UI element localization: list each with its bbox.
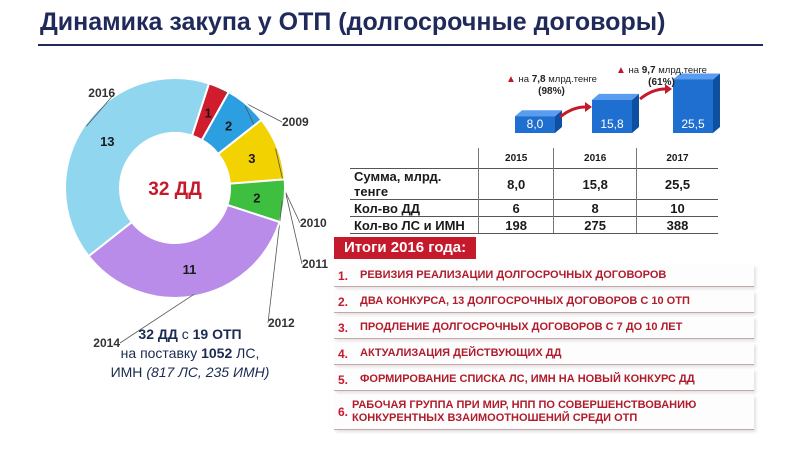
item-text: ПРОДЛЕНИЕ ДОЛГОСРОЧНЫХ ДОГОВОРОВ С 7 ДО 10 ЛЕТ bbox=[360, 321, 683, 333]
growth-2016-value: 7,8 bbox=[531, 74, 546, 85]
stats-table bbox=[350, 148, 718, 234]
bar-top bbox=[592, 94, 639, 100]
summary-ls: ЛС, bbox=[232, 345, 260, 361]
growth-2017-pre: на bbox=[628, 65, 642, 76]
growth-2016-pre: на bbox=[518, 74, 532, 85]
up-triangle-icon: ▲ bbox=[616, 65, 626, 76]
list-item bbox=[334, 317, 754, 339]
results-list bbox=[334, 265, 754, 434]
list-item bbox=[334, 265, 754, 287]
cell-value: 275 bbox=[554, 217, 637, 234]
table-row bbox=[350, 217, 718, 234]
growth-2017-value: 9,7 bbox=[641, 65, 656, 76]
list-item bbox=[334, 343, 754, 365]
summary-breakdown: (817 ЛС, 235 ИМН) bbox=[146, 364, 270, 380]
list-item bbox=[334, 369, 754, 391]
slice-year-label: 2010 bbox=[300, 216, 327, 230]
slice-year-label: 2014 bbox=[93, 336, 120, 350]
item-text: РЕВИЗИЯ РЕАЛИЗАЦИИ ДОЛГОСРОЧНЫХ ДОГОВОРОВ bbox=[360, 269, 667, 281]
results-header: Итоги 2016 года: bbox=[334, 237, 476, 259]
slice-year-label: 2016 bbox=[88, 86, 115, 100]
item-number: 5. bbox=[338, 372, 349, 387]
cell-value: 388 bbox=[637, 217, 719, 234]
slice-value-label: 11 bbox=[182, 262, 197, 278]
growth-2016-unit: млрд.тенге bbox=[545, 74, 597, 85]
summary-with: с bbox=[177, 326, 193, 342]
cell-value: 198 bbox=[479, 217, 554, 234]
item-number: 3. bbox=[338, 320, 349, 335]
growth-arrow bbox=[640, 89, 665, 99]
item-text: РАБОЧАЯ ГРУППА ПРИ МИР, НПП ПО СОВЕРШЕНСТВОВАНИЮ КОНКУРЕНТНЫХ ВЗАИМООТНОШЕНИЙ СРЕДИ ОТП bbox=[351, 399, 697, 424]
growth-2017-pct: (61%) bbox=[648, 77, 675, 88]
slice-year-label: 2009 bbox=[282, 115, 309, 129]
item-number: 4. bbox=[338, 346, 349, 361]
slice-value-label: 1 bbox=[204, 105, 212, 121]
table-row bbox=[350, 169, 718, 200]
bar-side bbox=[632, 94, 639, 133]
cell-value: 10 bbox=[637, 200, 719, 217]
growth-note-2017 bbox=[616, 65, 707, 89]
page-title: Динамика закупа у ОТП (долгосрочные договоры) bbox=[40, 8, 666, 36]
bar-side bbox=[713, 73, 720, 133]
cell-value: 8,0 bbox=[479, 169, 554, 200]
growth-2017-unit: млрд.тенге bbox=[655, 65, 707, 76]
item-text: ФОРМИРОВАНИЕ СПИСКА ЛС, ИМН НА НОВЫЙ КОНКУРС ДД bbox=[360, 373, 695, 385]
item-number: 1. bbox=[338, 268, 349, 283]
growth-2016-pct: (98%) bbox=[538, 86, 565, 97]
year-header: 2015 bbox=[479, 148, 554, 169]
arrow-head-icon bbox=[585, 102, 592, 112]
slice-year-label: 2012 bbox=[268, 316, 295, 330]
contracts-summary bbox=[40, 325, 340, 382]
title-underline bbox=[38, 44, 763, 46]
cell-value: 8 bbox=[554, 200, 637, 217]
table-corner bbox=[350, 148, 479, 169]
summary-items-count: 1052 bbox=[201, 345, 233, 361]
growth-note-2016 bbox=[506, 74, 597, 98]
item-text: АКТУАЛИЗАЦИЯ ДЕЙСТВУЮЩИХ ДД bbox=[360, 347, 562, 359]
item-number: 6. bbox=[338, 405, 349, 419]
list-item bbox=[334, 291, 754, 313]
summary-otp: 19 ОТП bbox=[192, 326, 242, 342]
row-label: Сумма, млрд. тенге bbox=[350, 169, 479, 200]
slice-value-label: 2 bbox=[253, 190, 261, 206]
row-label: Кол-во ДД bbox=[350, 200, 479, 217]
bar-value-label: 25,5 bbox=[681, 117, 705, 131]
slice-year-label: 2011 bbox=[302, 257, 329, 271]
bar-value-label: 15,8 bbox=[600, 117, 624, 131]
row-label: Кол-во ЛС и ИМН bbox=[350, 217, 479, 234]
summary-contracts: 32 ДД bbox=[138, 326, 178, 342]
bar-value-label: 8,0 bbox=[526, 117, 544, 131]
year-header: 2016 bbox=[554, 148, 637, 169]
bar-top bbox=[515, 110, 562, 116]
table-row bbox=[350, 200, 718, 217]
cell-value: 25,5 bbox=[637, 169, 719, 200]
table-header-row bbox=[350, 148, 718, 169]
donut-center-label: 32 ДД bbox=[148, 179, 202, 200]
slice-value-label: 2 bbox=[224, 118, 233, 134]
slice-value-label: 13 bbox=[100, 133, 115, 149]
summary-supply: на поставку bbox=[120, 345, 202, 361]
up-triangle-icon: ▲ bbox=[506, 74, 516, 85]
growth-arrow bbox=[560, 107, 585, 117]
cell-value: 15,8 bbox=[554, 169, 637, 200]
list-item bbox=[334, 395, 754, 430]
item-text: ДВА КОНКУРСА, 13 ДОЛГОСРОЧНЫХ ДОГОВОРОВ С 10 ОТП bbox=[360, 295, 690, 307]
year-header: 2017 bbox=[637, 148, 719, 169]
cell-value: 6 bbox=[479, 200, 554, 217]
slice-value-label: 3 bbox=[248, 150, 256, 166]
item-number: 2. bbox=[338, 294, 349, 309]
summary-imn: ИМН bbox=[110, 364, 147, 380]
